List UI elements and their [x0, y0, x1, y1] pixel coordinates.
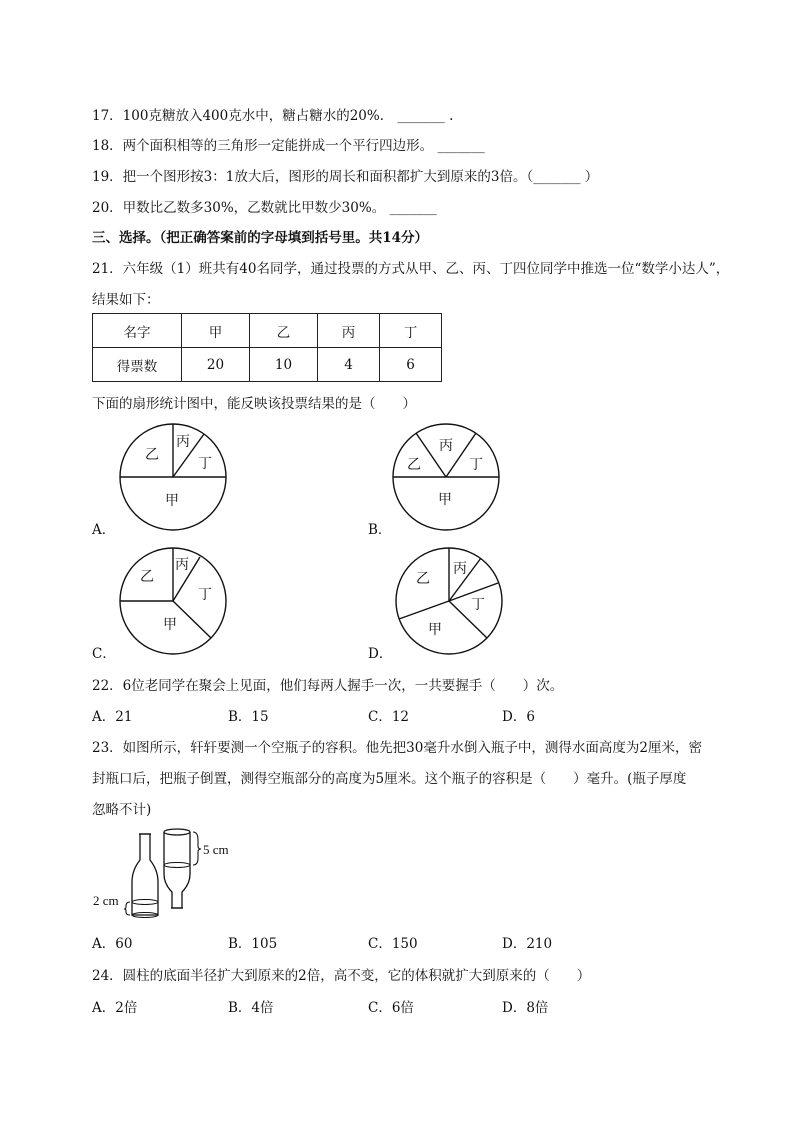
pie-a-label-yi: 乙: [145, 447, 159, 463]
q24-option-d[interactable]: D．8倍: [502, 1000, 549, 1016]
question-20: [92, 196, 437, 216]
table-cell: 得票数: [93, 348, 182, 382]
section-3-title: 三、选择。（把正确答案前的字母填到括号里。共14分）: [92, 230, 429, 246]
q22-option-b[interactable]: B．15: [228, 709, 269, 725]
vote-table-header-row: [93, 314, 442, 348]
question-21-prompt: 下面的扇形统计图中，能反映该投票结果的是（ ）: [92, 396, 416, 412]
q24-option-c[interactable]: C．6倍: [368, 1000, 414, 1016]
pie-d-label-jia: 甲: [428, 622, 442, 638]
option-d-label[interactable]: D．: [368, 646, 393, 662]
question-23-line-1: 23．如图所示，轩轩要测一个空瓶子的容积。他先把30毫升水倒入瓶子中，测得水面高度为2厘米，密: [92, 740, 702, 756]
option-a-label[interactable]: A．: [92, 522, 116, 538]
table-cell: 名字: [93, 314, 182, 348]
pie-c-label-jia: 甲: [163, 617, 177, 633]
vote-table: [92, 313, 442, 382]
pie-a-label-ding: 丁: [198, 456, 212, 472]
label-5cm: 5 cm: [203, 842, 229, 857]
pie-a-label-bing: 丙: [176, 434, 190, 450]
pie-d-label-yi: 乙: [416, 571, 430, 587]
table-cell: 4: [318, 348, 380, 382]
question-21-line-1: 21．六年级（1）班共有40名同学，通过投票的方式从甲、乙、丙、丁四位同学中推选一位“数学小达人”，: [92, 261, 730, 277]
question-17-blank: _______: [397, 108, 445, 124]
table-cell: 丙: [318, 314, 380, 348]
q24-option-a[interactable]: A．2倍: [92, 1000, 138, 1016]
pie-c-label-ding: 丁: [198, 587, 212, 603]
question-18-text: 18．两个面积相等的三角形一定能拼成一个平行四边形。: [92, 138, 434, 154]
pie-d-label-ding: 丁: [471, 597, 485, 613]
q24-option-b[interactable]: B．4倍: [228, 1000, 274, 1016]
q23-option-b[interactable]: B．105: [228, 936, 278, 952]
q23-option-c[interactable]: C．150: [368, 936, 418, 952]
pie-chart-c: [118, 546, 228, 656]
table-cell: 10: [250, 348, 318, 382]
pie-b-label-bing: 丙: [439, 438, 453, 454]
pie-c-label-yi: 乙: [140, 569, 154, 585]
question-19: [92, 165, 598, 185]
label-2cm: 2 cm: [93, 893, 119, 908]
question-18: [92, 134, 485, 154]
question-23-line-3: 忽略不计): [92, 802, 152, 818]
option-c-label[interactable]: C．: [92, 646, 116, 662]
q22-option-c[interactable]: C．12: [368, 709, 410, 725]
question-17-end: .: [449, 108, 454, 124]
pie-chart-a: [118, 422, 228, 532]
question-20-text: 20．甲数比乙数多30%，乙数就比甲数少30%。: [92, 200, 386, 216]
pie-c-label-bing: 丙: [175, 557, 189, 573]
option-b-label[interactable]: B．: [368, 522, 392, 538]
table-cell: 20: [182, 348, 250, 382]
q23-option-d[interactable]: D．210: [502, 936, 553, 952]
q22-option-a[interactable]: A．21: [92, 709, 133, 725]
question-22: 22．6位老同学在聚会上见面，他们每两人握手一次，一共要握手（ ）次。: [92, 678, 564, 694]
table-cell: 乙: [250, 314, 318, 348]
pie-d-label-bing: 丙: [453, 561, 467, 577]
question-21-line-2: 结果如下：: [92, 292, 160, 308]
question-23-line-2: 封瓶口后，把瓶子倒置，测得空瓶部分的高度为5厘米。这个瓶子的容积是（ ）毫升。(瓶子厚度: [92, 771, 687, 787]
vote-table-data-row: [93, 348, 442, 382]
question-19-text: 19．把一个图形按3：1放大后，图形的周长和面积都扩大到原来的3倍。（_______ ）: [92, 169, 599, 185]
question-18-blank: _______: [437, 138, 485, 154]
table-cell: 丁: [380, 314, 442, 348]
pie-chart-d: [394, 546, 504, 656]
pie-b-label-yi: 乙: [407, 457, 421, 473]
question-24: 24．圆柱的底面半径扩大到原来的2倍，高不变，它的体积就扩大到原来的（ ）: [92, 968, 591, 984]
bottle-figure: [90, 822, 250, 922]
table-cell: 6: [380, 348, 442, 382]
question-17-text: 17．100克糖放入400克水中，糖占糖水的20%．: [92, 108, 394, 124]
question-20-blank: _______: [389, 200, 437, 216]
pie-chart-b: [391, 422, 501, 532]
question-17: [92, 104, 453, 124]
pie-b-label-ding: 丁: [469, 457, 483, 473]
pie-b-label-jia: 甲: [438, 492, 452, 508]
table-cell: 甲: [182, 314, 250, 348]
q22-option-d[interactable]: D．6: [502, 709, 535, 725]
pie-a-label-jia: 甲: [165, 493, 179, 509]
q23-option-a[interactable]: A．60: [92, 936, 133, 952]
